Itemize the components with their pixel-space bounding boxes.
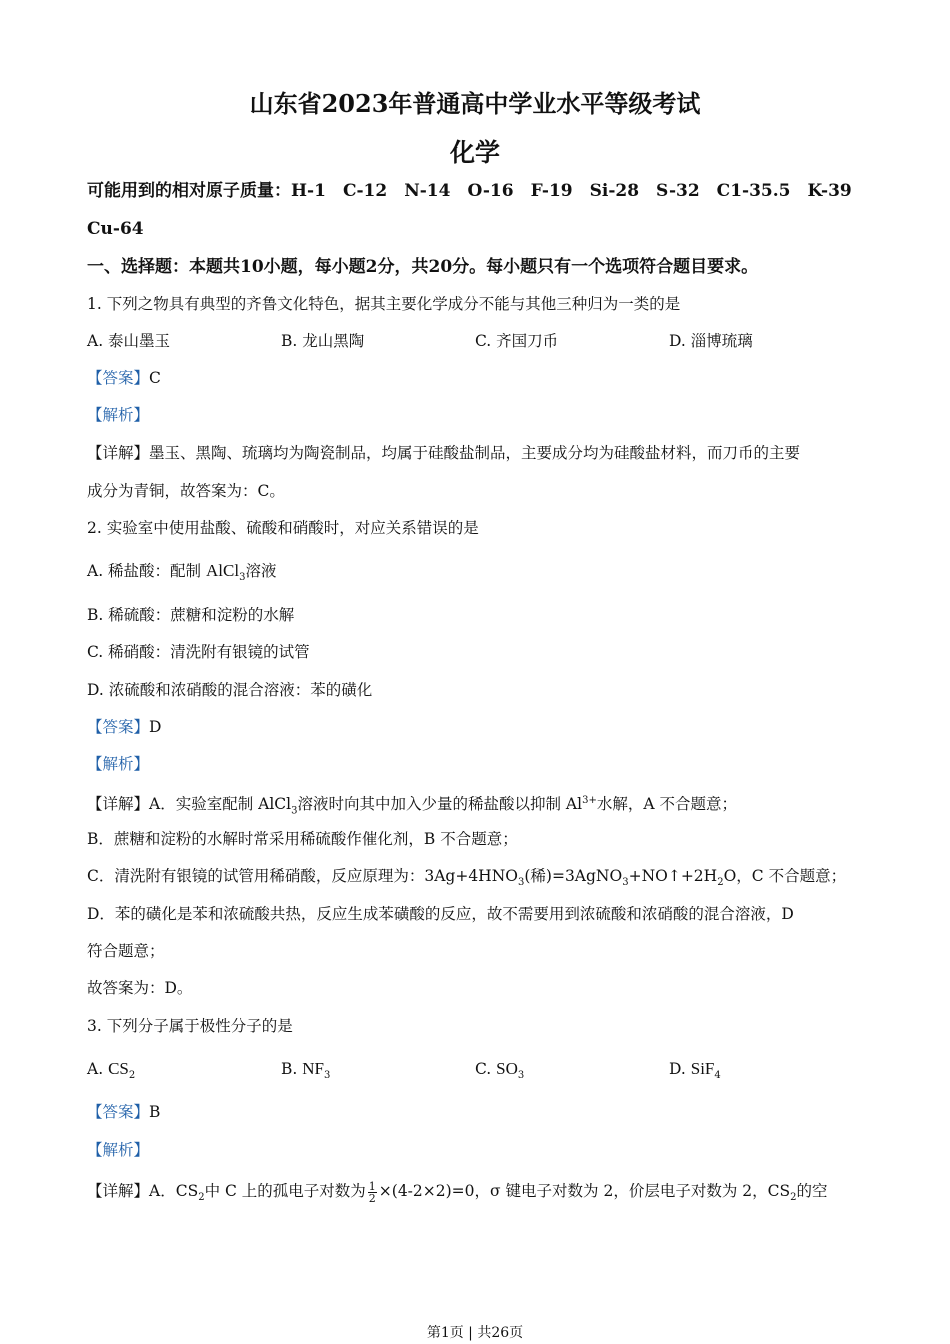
q2-stem: 2. 实验室中使用盐酸、硫酸和硝酸时，对应关系错误的是 — [87, 519, 479, 537]
q3-option-b — [281, 1058, 330, 1087]
option-text: A. 稀盐酸：配制 — [87, 562, 202, 580]
q1-option-c: C. 齐国刀币 — [475, 332, 559, 350]
q2-option-a — [87, 560, 276, 589]
option-label: D. — [669, 1060, 686, 1078]
detail-text: 溶液时向其中加入少量的稀盐酸以抑制 Al — [297, 795, 583, 814]
q2-option-b: B. 稀硫酸：蔗糖和淀粉的水解 — [87, 606, 295, 624]
subscript: 3 — [324, 1070, 331, 1082]
q2-detail-d-2: 符合题意； — [87, 942, 165, 960]
formula: CS — [108, 1059, 129, 1078]
q1-option-b: B. 龙山黑陶 — [281, 332, 365, 350]
fraction-numerator: 1 — [368, 1179, 376, 1193]
fraction-denominator: 2 — [368, 1191, 376, 1205]
subscript: 3 — [622, 877, 629, 889]
q2-option-c: C. 稀硝酸：清洗附有银镜的试管 — [87, 643, 310, 661]
subscript: 2 — [198, 1192, 205, 1204]
q2-conclusion: 故答案为：D。 — [87, 979, 193, 997]
page-footer: 第1页 | 共26页 — [426, 1325, 524, 1341]
q1-detail-1 — [87, 442, 800, 464]
detail-text: 水解，A 不合题意； — [596, 795, 737, 814]
atomic-masses-line-2: Cu-64 — [87, 219, 144, 239]
answer-tag: 【答案】 — [87, 1103, 150, 1121]
answer-value: B — [149, 1103, 161, 1121]
subscript: 2 — [717, 877, 724, 889]
detail-text: +NO↑+2H — [628, 867, 718, 885]
detail-text: C．清洗附有银镜的试管用稀硝酸，反应原理为：3Ag+4HNO — [87, 867, 518, 885]
q2-answer — [87, 716, 161, 738]
answer-value: C — [149, 369, 161, 387]
q2-analysis — [87, 753, 149, 775]
detail-text: 中 C 上的孤电子对数为 — [204, 1182, 366, 1200]
detail-text: 墨玉、黑陶、琉璃均为陶瓷制品，均属于硅酸盐制品，主要成分均为硅酸盐材料，而刀币的主要 — [149, 444, 801, 462]
q1-option-d: D. 淄博琉璃 — [669, 332, 753, 350]
answer-tag: 【答案】 — [87, 369, 150, 387]
subscript: 2 — [128, 1070, 136, 1082]
detail-text: (稀)=3AgNO — [524, 867, 623, 885]
formula: AlCl — [206, 561, 240, 580]
subject-title: 化学 — [449, 138, 500, 167]
analysis-tag: 【解析】 — [87, 406, 150, 424]
q2-detail-a — [87, 790, 737, 822]
q2-detail-c — [87, 865, 846, 894]
formula: NF — [302, 1059, 324, 1078]
q3-option-c — [475, 1058, 524, 1087]
q3-analysis — [87, 1139, 149, 1161]
q2-option-d: D. 浓硫酸和浓硝酸的混合溶液：苯的磺化 — [87, 681, 373, 699]
subscript: 3 — [517, 1070, 525, 1082]
formula: SiF — [690, 1059, 715, 1078]
q3-stem: 3. 下列分子属于极性分子的是 — [87, 1017, 293, 1035]
detail-text: ×(4-2×2)=0，σ 键电子对数为 2，价层电子对数为 2，CS — [378, 1182, 791, 1200]
superscript: 3+ — [582, 795, 597, 806]
option-label: C. — [475, 1060, 492, 1078]
exam-title: 山东省2023年普通高中学业水平等级考试 — [249, 89, 701, 118]
q2-detail-d-1: D．苯的磺化是苯和浓硫酸共热，反应生成苯磺酸的反应，故不需要用到浓硫酸和浓硝酸的混合溶液，D — [87, 905, 794, 923]
q3-answer — [87, 1101, 160, 1123]
section-heading: 一、选择题：本题共10小题，每小题2分，共20分。每小题只有一个选项符合题目要求。 — [87, 257, 759, 277]
q1-analysis — [87, 404, 149, 426]
subscript: 2 — [790, 1192, 797, 1204]
q2-detail-b: B．蔗糖和淀粉的水解时常采用稀硫酸作催化剂，B 不合题意； — [87, 830, 518, 848]
detail-text: 的空 — [796, 1182, 828, 1200]
subscript: 3 — [239, 572, 246, 584]
q1-answer — [87, 367, 161, 389]
fraction — [368, 1181, 377, 1204]
option-label: B. — [281, 1060, 298, 1078]
q3-detail-1 — [87, 1180, 827, 1209]
answer-value: D — [149, 718, 162, 736]
atomic-masses-line-1: 可能用到的相对原子质量：H-1 C-12 N-14 O-16 F-19 Si-28 S-32 C1-35.5 K-39 — [87, 181, 852, 201]
q3-option-d — [669, 1058, 721, 1087]
detail-tag: 【详解】 — [87, 444, 150, 462]
option-label: A. — [87, 1060, 104, 1078]
analysis-tag: 【解析】 — [87, 755, 150, 773]
subscript: 3 — [291, 805, 298, 817]
answer-tag: 【答案】 — [87, 718, 150, 736]
analysis-tag: 【解析】 — [87, 1141, 150, 1159]
subscript: 3 — [517, 877, 525, 889]
formula: SO — [496, 1059, 518, 1078]
detail-text: A．CS — [149, 1182, 199, 1200]
detail-tag: 【详解】 — [87, 795, 150, 814]
detail-text: O，C 不合题意； — [723, 867, 847, 885]
detail-tag: 【详解】 — [87, 1182, 150, 1200]
detail-text: A．实验室配制 AlCl — [149, 795, 292, 814]
q3-option-a — [87, 1058, 135, 1087]
q1-option-a: A. 泰山墨玉 — [87, 332, 171, 350]
q1-stem: 1. 下列之物具有典型的齐鲁文化特色，据其主要化学成分不能与其他三种归为一类的是 — [87, 295, 681, 313]
option-text: 溶液 — [245, 562, 277, 580]
q1-detail-2: 成分为青铜，故答案为：C。 — [87, 482, 285, 500]
subscript: 4 — [714, 1070, 721, 1082]
